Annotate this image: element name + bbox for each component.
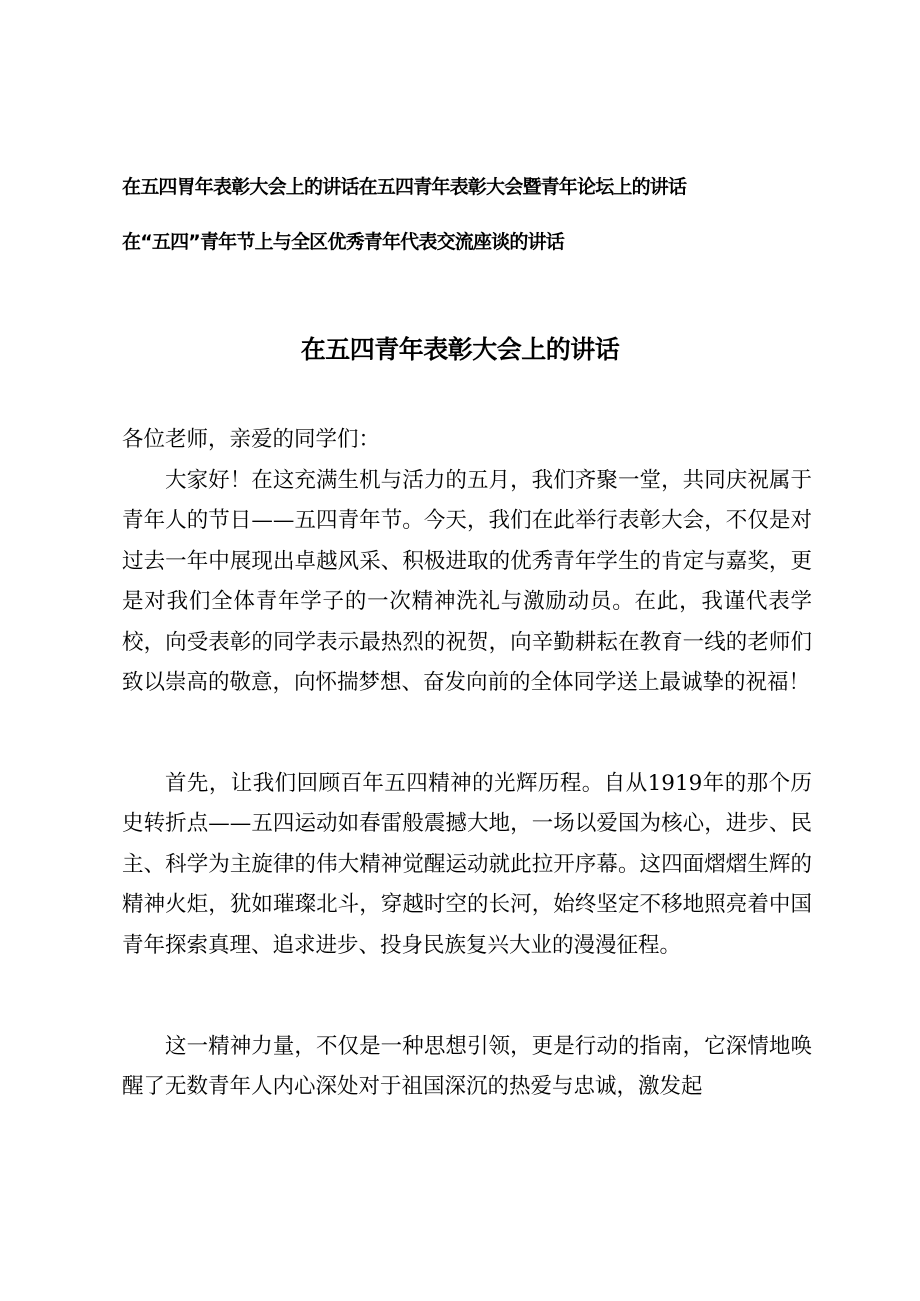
paragraph-2-text: 首先，让我们回顾百年五四精神的光辉历程。自从1919年的那个历史转折点——五四运动如春雷般震撼大地，一场以爱国为核心，进步、民主、科学为主旋律的伟大精神觉醒运动就此拉开序幕。这四面熠熠生辉的精神火炬，犹如璀璨北斗，穿越时空的长河，始终坚定不移地照亮着中国青年探索真理、追求进步、投身民族复兴大业的漫漫征程。: [122, 771, 812, 958]
toc-entry-1: 在五四胃年表彰大会上的讲话在五四青年表彰大会暨青年论坛上的讲话: [122, 176, 687, 198]
toc-entry-2: 在“五四”青年节上与全区优秀青年代表交流座谈的讲话: [122, 231, 564, 253]
paragraph-1-text: 大家好！在这充满生机与活力的五月，我们齐聚一堂，共同庆祝属于青年人的节日——五四青年节。今天，我们在此举行表彰大会，不仅是对过去一年中展现出卓越风采、积极进取的优秀青年学生的肯定与嘉奖，更是对我们全体青年学子的一次精神洗礼与激励动员。在此，我谨代表学校，向受表彰的同学表示最热烈的祝贺，向辛勤耕耘在教育一线的老师们致以崇高的敬意，向怀揣梦想、奋发向前的全体同学送上最诚挚的祝福！: [122, 468, 812, 696]
salutation: 各位老师，亲爱的同学们：: [122, 427, 381, 452]
paragraph-1: [122, 461, 812, 703]
paragraph-3: [122, 1027, 812, 1108]
paragraph-3-text: 这一精神力量，不仅是一种思想引领，更是行动的指南，它深情地唤醒了无数青年人内心深处对于祖国深沉的热爱与忠诚，激发起: [122, 1034, 812, 1100]
paragraph-2: [122, 764, 812, 966]
document-title: 在五四青年表彰大会上的讲话: [300, 335, 620, 364]
